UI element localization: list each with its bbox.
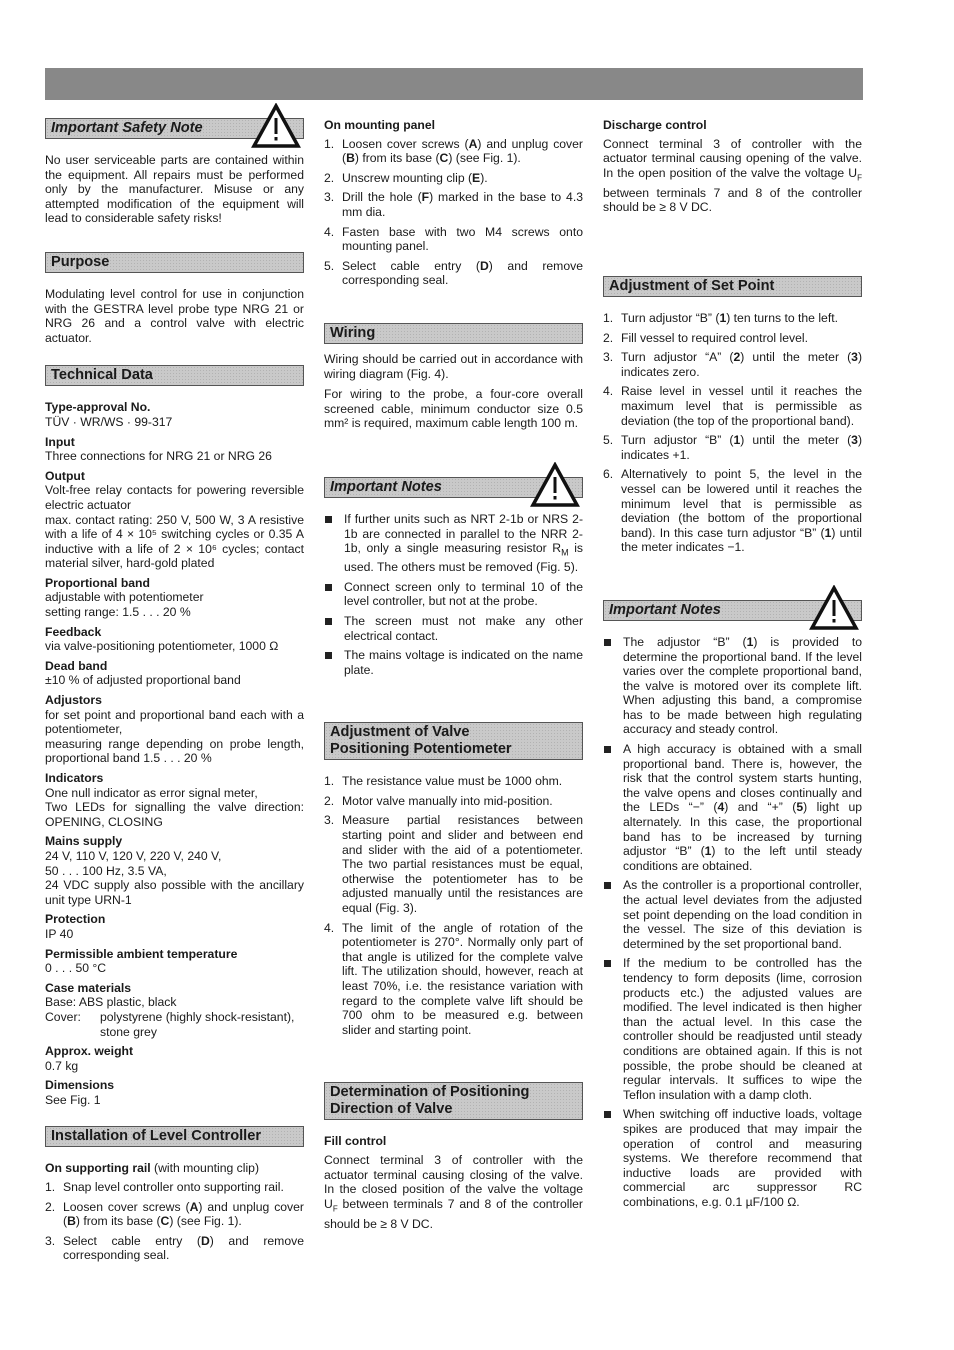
list-item-text: Turn adjustor “A” (2) until the meter (3) indicates zero. bbox=[621, 350, 862, 379]
step-number: 1. bbox=[324, 774, 335, 789]
techdata-entry bbox=[45, 400, 304, 429]
set-point-step bbox=[603, 311, 862, 326]
list-item-text: A high accuracy is obtained with a small proportional band. There is, however, the risk that the control system starts hunting, the valve opens and closes continually and the LEDs “−” (4) and “+” (5) light up alternately. In this case, the proportional band has to be increased by turning adjustor “B” (1) to the left until steady conditions are obtained. bbox=[623, 742, 862, 873]
warning-triangle-icon bbox=[251, 103, 301, 149]
set-point-step bbox=[603, 331, 862, 346]
potentiometer-step bbox=[324, 774, 583, 789]
list-item-text: Loosen cover screws (A) and unplug cover (B) from its base (C) (see Fig. 1). bbox=[63, 1199, 304, 1229]
list-item-text: The resistance value must be 1000 ohm. bbox=[342, 774, 563, 789]
techdata-weight: Approx. weight 0.7 kg bbox=[45, 1044, 134, 1073]
techdata-value: TÜV · WR/WS · 99-317 bbox=[45, 414, 173, 429]
techdata-label: Output bbox=[45, 468, 85, 483]
techdata-value: Volt-free relay contacts for powering reversible electric actuator max. contact rating: 250 V, 500 W, 3 A resistive with a life of 4 × 10⁵ switching cycles or 0.35 A inductive with a life of 2 × 10⁶ cycles; contact material silver, hard-gold plated bbox=[45, 483, 304, 571]
important-notes-list-2 bbox=[603, 635, 862, 1210]
set-point-step bbox=[603, 350, 862, 379]
list-item-text: Select cable entry (D) and remove corresponding seal. bbox=[63, 1233, 304, 1263]
section-heading-installation: Installation of Level Controller bbox=[45, 1126, 304, 1147]
discharge-control-text: Connect terminal 3 of controller with the actuator terminal causing opening of the valve. In the open position of the valve the voltage $U_F$ between terminals 7 and 8 of the controller should be ≥ 8 V DC. bbox=[603, 136, 862, 215]
panel-step bbox=[324, 259, 583, 288]
list-item-text: Snap level controller onto supporting rail. bbox=[63, 1180, 284, 1195]
install-step bbox=[45, 1200, 304, 1229]
step-number: 1. bbox=[45, 1180, 56, 1195]
bullet-square-icon bbox=[324, 512, 344, 575]
panel-step bbox=[324, 137, 583, 166]
techdata-entry bbox=[45, 625, 304, 654]
techdata-value: IP 40 bbox=[45, 926, 74, 941]
list-item-text: When switching off inductive loads, voltage spikes are produced that may impair the operation of control and measuring systems. We therefore recommend that inductive loads are provided with commercial arc suppressor RC combinations, e.g. 0.1 µF/100 Ω. bbox=[623, 1107, 862, 1209]
techdata-entry bbox=[45, 912, 304, 941]
panel-step bbox=[324, 225, 583, 254]
bullet-square-icon bbox=[603, 956, 623, 1102]
techdata-label: Proportional band bbox=[45, 575, 150, 590]
discharge-control-label: Discharge control bbox=[603, 118, 707, 132]
note-item bbox=[603, 742, 862, 873]
note-item bbox=[603, 956, 862, 1102]
column-right bbox=[603, 118, 862, 1214]
note-item bbox=[324, 580, 583, 609]
section-heading-potentiometer: Adjustment of Valve Positioning Potentiometer bbox=[324, 722, 583, 760]
note-item bbox=[603, 635, 862, 737]
techdata-value: via valve-positioning potentiometer, 1000 Ω bbox=[45, 639, 279, 654]
techdata-entry bbox=[45, 576, 304, 620]
techdata-entry bbox=[45, 693, 304, 766]
techdata-value: One null indicator as error signal meter, Two LEDs for signalling the valve direction: OPENING, CLOSING bbox=[45, 785, 304, 829]
techdata-entry bbox=[45, 659, 304, 688]
list-item-text: Select cable entry (D) and remove corresponding seal. bbox=[342, 258, 583, 288]
fill-control-label: Fill control bbox=[324, 1134, 387, 1149]
list-item-text: Fill vessel to required control level. bbox=[621, 330, 808, 345]
techdata-case-materials: Case materials Base: ABS plastic, black Cover: polystyrene (highly shock-resistant), stone grey bbox=[45, 980, 295, 1039]
bullet-square-icon bbox=[603, 742, 623, 873]
warning-triangle-icon bbox=[530, 462, 580, 508]
step-number: 2. bbox=[45, 1199, 56, 1214]
step-number: 1. bbox=[603, 311, 614, 325]
set-point-step bbox=[603, 433, 862, 462]
list-item-text: If further units such as NRT 2-1b or NRS 2-1b are connected in parallel to the NRR 2-1b, only a single measuring resistor $R_M$ is used. The others must be removed (Fig. 5). bbox=[344, 511, 583, 575]
note-item bbox=[603, 878, 862, 951]
list-item-text: Turn adjustor “B” (1) ten turns to the left. bbox=[621, 311, 838, 325]
techdata-label: Input bbox=[45, 434, 75, 449]
techdata-value: Three connections for NRG 21 or NRG 26 bbox=[45, 449, 272, 464]
step-number: 3. bbox=[324, 190, 335, 205]
section-heading-important-notes-2: Important Notes bbox=[603, 600, 862, 621]
note-item bbox=[324, 614, 583, 643]
note-item bbox=[603, 1107, 862, 1209]
panel-step bbox=[324, 190, 583, 219]
section-heading-wiring: Wiring bbox=[324, 323, 583, 344]
step-number: 2. bbox=[324, 170, 335, 185]
list-item-text: The screen must not make any other electrical contact. bbox=[344, 613, 583, 643]
step-number: 5. bbox=[324, 258, 335, 273]
techdata-label: Dead band bbox=[45, 658, 108, 673]
techdata-entry bbox=[45, 834, 304, 907]
rail-subheading: On supporting rail (with mounting clip) bbox=[45, 1161, 259, 1176]
section-heading-safety: Important Safety Note bbox=[45, 118, 304, 139]
list-item-text: Raise level in vessel until it reaches the maximum level that is permissible as deviation (the top of the proportional band). bbox=[621, 384, 862, 428]
step-number: 3. bbox=[603, 350, 614, 365]
list-item-text: Drill the hole (F) marked in the base to 4.3 mm dia. bbox=[342, 190, 584, 219]
techdata-label: Feedback bbox=[45, 624, 102, 639]
note-item bbox=[324, 648, 583, 677]
bullet-square-icon bbox=[603, 635, 623, 737]
potentiometer-steps bbox=[324, 774, 583, 1037]
potentiometer-step bbox=[324, 921, 583, 1038]
wiring-text-2: For wiring to the probe, a four-core overall screened cable, minimum conductor size 0.5 mm² is required, maximum cable length 100 m. bbox=[324, 387, 583, 431]
step-number: 2. bbox=[603, 330, 614, 345]
panel-steps bbox=[324, 137, 583, 288]
warning-triangle-icon bbox=[809, 585, 859, 631]
list-item-text: Motor valve manually into mid-position. bbox=[342, 793, 553, 808]
list-item-text: Connect screen only to terminal 10 of the level controller, but not at the probe. bbox=[344, 579, 583, 609]
section-heading-important-notes: Important Notes bbox=[324, 477, 583, 498]
techdata-label: Protection bbox=[45, 912, 106, 927]
install-step bbox=[45, 1180, 304, 1195]
technical-data-list bbox=[45, 400, 304, 975]
panel-subheading: On mounting panel bbox=[324, 118, 436, 132]
bullet-square-icon bbox=[603, 1107, 623, 1209]
important-notes-list bbox=[324, 512, 583, 677]
section-heading-direction: Determination of Positioning Direction of Valve bbox=[324, 1082, 583, 1120]
list-item-text: Loosen cover screws (A) and unplug cover (B) from its base (C) (see Fig. 1). bbox=[342, 136, 583, 166]
step-number: 4. bbox=[603, 384, 614, 399]
column-middle bbox=[324, 118, 583, 1237]
techdata-value: adjustable with potentiometer setting range: 1.5 . . . 20 % bbox=[45, 590, 204, 620]
set-point-step bbox=[603, 384, 862, 428]
page-header-bar bbox=[45, 68, 863, 100]
step-number: 4. bbox=[324, 920, 335, 935]
list-item-text: If the medium to be controlled has the tendency to form deposits (lime, corrosion products etc.) the adjusted values are modified. The level indicated is then higher than the actual level. In this case the controller should be readjusted until steady conditions are obtained again. If this is not possible, the probe should be cleaned at regular intervals. It suffices to wipe the Teflon insulation with a damp cloth. bbox=[623, 956, 862, 1102]
bullet-square-icon bbox=[324, 648, 344, 677]
safety-note-text: No user serviceable parts are contained within the equipment. All repairs must be performed only by the manufacturer. Misuse or any attempted modification of the equipment will lead to considerable safety risks! bbox=[45, 153, 304, 226]
techdata-label: Type-approval No. bbox=[45, 400, 151, 415]
step-number: 1. bbox=[324, 136, 335, 151]
list-item-text: Alternatively to point 5, the level in the vessel can be lowered until it reaches the minimum level that is permissible as deviation (the bottom of the proportional band). In this case turn adjustor “B” (1) until the meter indicates −1. bbox=[621, 467, 862, 555]
bullet-square-icon bbox=[603, 878, 623, 951]
list-item-text: Measure partial resistances between starting point and slider and between end and slider with the aid of a potentiometer. The two partial resistances must be equal, otherwise the potentiometer has to be adjusted manually until the resistances are equal (Fig. 3). bbox=[342, 813, 583, 916]
techdata-entry bbox=[45, 771, 304, 829]
purpose-text: Modulating level control for use in conjunction with the GESTRA level probe type NRG 21 or NRG 26 and a control valve with electric actuator. bbox=[45, 286, 304, 345]
techdata-value: ±10 % of adjusted proportional band bbox=[45, 673, 241, 688]
step-number: 2. bbox=[324, 793, 335, 808]
step-number: 5. bbox=[603, 433, 614, 448]
step-number: 4. bbox=[324, 224, 335, 239]
list-item-text: The mains voltage is indicated on the name plate. bbox=[344, 648, 583, 677]
bullet-square-icon bbox=[324, 614, 344, 643]
step-number: 3. bbox=[45, 1233, 56, 1248]
panel-step bbox=[324, 171, 583, 186]
techdata-entry bbox=[45, 435, 304, 464]
list-item-text: Turn adjustor “B” (1) until the meter (3) indicates +1. bbox=[621, 433, 862, 462]
techdata-label: Adjustors bbox=[45, 693, 102, 708]
column-left bbox=[45, 118, 304, 1268]
list-item-text: Fasten base with two M4 screws onto mounting panel. bbox=[342, 224, 583, 254]
note-item bbox=[324, 512, 583, 575]
section-heading-technical-data: Technical Data bbox=[45, 365, 304, 386]
installation-steps bbox=[45, 1180, 304, 1263]
list-item-text: The adjustor “B” (1) is provided to determine the proportional band. If the level varies over the complete proportional band, the valve is motored over its complete lift. When adjusting this band, a compromise has to be made between high regulating accuracy and steady control. bbox=[623, 634, 863, 737]
list-item-text: Unscrew mounting clip (E). bbox=[342, 170, 488, 185]
set-point-step bbox=[603, 467, 862, 555]
step-number: 6. bbox=[603, 467, 614, 482]
techdata-label: Permissible ambient temperature bbox=[45, 946, 238, 961]
step-number: 3. bbox=[324, 813, 335, 828]
fill-control-text: Connect terminal 3 of controller with the actuator terminal causing closing of the valve. In the closed position of the valve the voltage $U_F$ between terminals 7 and 8 of the controller should be ≥ 8 V DC. bbox=[324, 1152, 583, 1231]
techdata-entry bbox=[45, 469, 304, 571]
potentiometer-step bbox=[324, 813, 583, 915]
techdata-dimensions: Dimensions See Fig. 1 bbox=[45, 1078, 115, 1107]
list-item-text: As the controller is a proportional controller, the actual level deviates from the adjusted set point depending on the load condition in the vessel. The size of this deviation is determined by the set proportional band. bbox=[623, 878, 862, 951]
techdata-label: Indicators bbox=[45, 771, 104, 785]
list-item-text: The limit of the angle of rotation of the potentiometer is 270°. Normally only part of that angle is utilized for the complete valve lift. The utilization should, however, reach at least 70%, i.e. the resistance variation with regard to the complete valve lift should be 700 ohm to be measured e.g. between slider and starting point. bbox=[342, 920, 583, 1037]
techdata-value: for set point and proportional band each with a potentiometer, measuring range depending on probe length, proportional band 1.5 . . . 20 % bbox=[45, 707, 304, 766]
techdata-value: 24 V, 110 V, 120 V, 220 V, 240 V, 50 . . . 100 Hz, 3.5 VA, 24 VDC supply also possible with the ancillary unit type URN-1 bbox=[45, 848, 304, 907]
potentiometer-step bbox=[324, 794, 583, 809]
techdata-label: Mains supply bbox=[45, 834, 123, 849]
section-heading-purpose: Purpose bbox=[45, 252, 304, 273]
bullet-square-icon bbox=[324, 580, 344, 609]
wiring-text-1: Wiring should be carried out in accordance with wiring diagram (Fig. 4). bbox=[324, 351, 583, 381]
techdata-value: 0 . . . 50 °C bbox=[45, 961, 107, 976]
section-heading-set-point: Adjustment of Set Point bbox=[603, 276, 862, 297]
techdata-entry bbox=[45, 947, 304, 976]
set-point-steps bbox=[603, 311, 862, 555]
install-step bbox=[45, 1234, 304, 1263]
